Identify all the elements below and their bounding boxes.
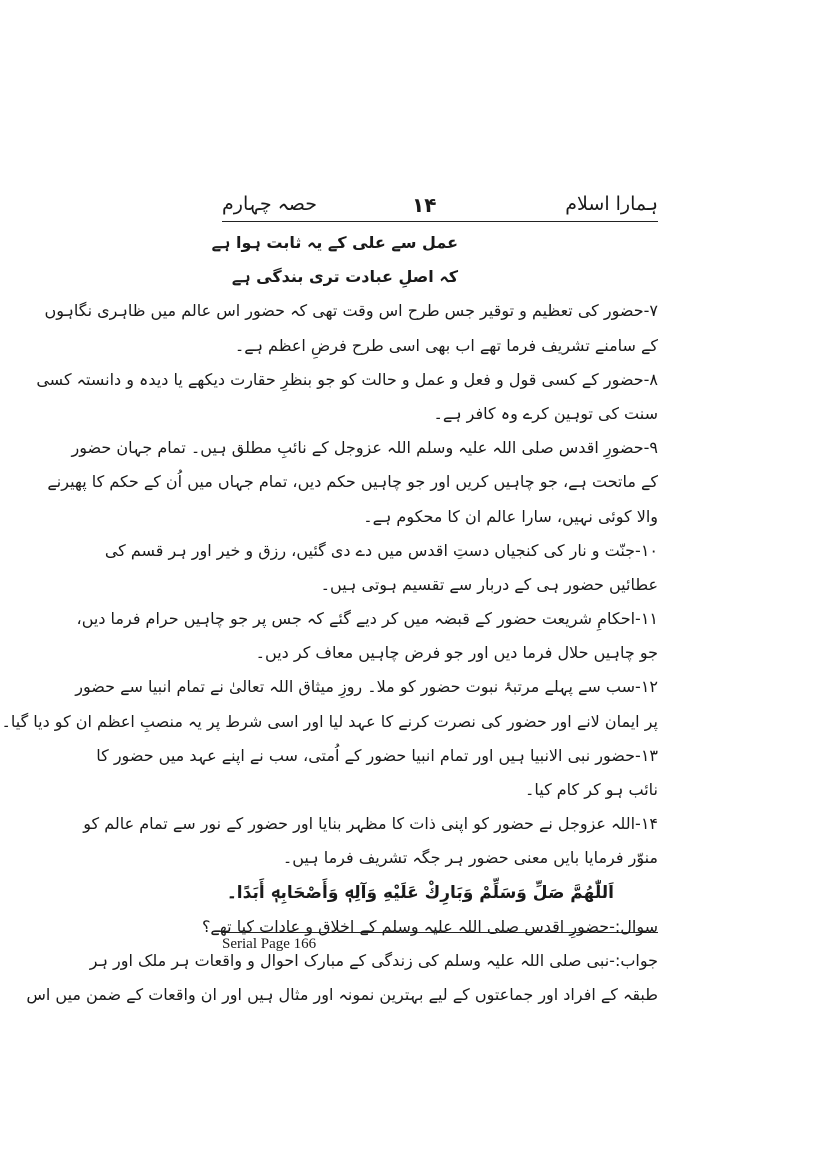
text-line: جو چاہیں حلال فرما دیں اور جو فرض چاہیں معاف کر دیں۔ [255,643,658,663]
text-line: ۱۰-جنّت و نار کی کنجیاں دستِ اقدس میں دے دی گئیں، رزق و خیر اور ہر قسم کی [104,540,658,560]
text-line: ۱۲-سب سے پہلے مرتبۂ نبوت حضور کو ملا۔ روزِ میثاق اللہ تعالیٰ نے تمام انبیا سے حضور [75,677,658,697]
serial-page-footer: Serial Page 166 [222,936,317,952]
text-line: کے ماتحت ہے، جو چاہیں کریں اور جو چاہیں حکم دیں، تمام جہاں میں اُن کے حکم کا پھیرنے [47,472,658,492]
text-line: سنت کی توہین کرے وہ کافر ہے۔ [433,403,658,423]
verse-line-2: کہ اصلِ عبادت تری بندگی ہے [231,267,458,287]
durood-line: اَللّٰهُمَّ صَلِّ وَسَلِّمْ وَبَارِكْ عَلَيْهِ وَآلِهٖ وَأَصْحَابِهٖ أَبَدًا۔ [226,882,614,903]
text-line: ۱۱-احکامِ شریعت حضور کے قبضہ میں کر دیے گئے کہ جس پر جو چاہیں حرام فرما دیں، [76,609,658,629]
header-part-title: حصہ چہارم [222,193,317,215]
text-line: پر ایمان لانے اور حضور کی نصرت کرنے کا عہد لیا اور اسی شرط پر یہ منصبِ اعظم ان کو دیا گیا۔ [1,711,658,731]
text-line: منوّر فرمایا بایں معنی حضور ہر جگہ تشریف فرما ہیں۔ [282,848,658,868]
text-line: طبقہ کے افراد اور جماعتوں کے لیے بہترین نمونہ اور مثال ہیں اور ان واقعات کے ضمن میں اس [26,985,658,1005]
question-line: سوال:-حضورِ اقدس صلی اللہ علیہ وسلم کے اخلاق و عادات کیا تھے؟ [201,916,658,936]
header-book-title: ہمارا اسلام [565,193,658,215]
text-line: نائب ہو کر کام کیا۔ [524,780,658,799]
header-rule [222,221,658,222]
text-line: کے سامنے تشریف فرما تھے اب بھی اسی طرح فرضِ اعظم ہے۔ [234,335,658,355]
text-line: والا کوئی نہیں، سارا عالم ان کا محکوم ہے۔ [363,506,658,526]
text-line: ۷-حضور کی تعظیم و توقیر جس طرح اس وقت تھی کہ حضور اس عالم میں ظاہری نگاہوں [44,301,658,321]
verse-line-1: عمل سے علی کے یہ ثابت ہوا ہے [211,233,458,252]
text-line: عطائیں حضور ہی کے دربار سے تقسیم ہوتی ہیں۔ [320,574,658,594]
page-header [222,193,658,219]
header-page-number: ۱۴ [412,193,437,217]
text-line: ۱۳-حضور نبی الانبیا ہیں اور تمام انبیا حضور کے اُمتی، سب نے اپنے عہد میں حضور کا [96,745,658,765]
text-line: ۱۴-اللہ عزوجل نے حضور کو اپنی ذات کا مظہر بنایا اور حضور کے نور سے تمام عالم کو [83,814,658,834]
answer-line: جواب:-نبی صلی اللہ علیہ وسلم کی زندگی کے مبارک احوال و واقعات ہر ملک اور ہر [89,950,658,970]
text-line: ۹-حضورِ اقدس صلی اللہ علیہ وسلم اللہ عزوجل کے نائبِ مطلق ہیں۔ تمام جہان حضور [71,438,658,458]
text-line: ۸-حضور کے کسی قول و فعل و عمل و حالت کو جو بنظرِ حقارت دیکھے یا دیدہ و دانستہ کسی [36,369,658,389]
page-body [1,226,658,1012]
footer-rule [222,932,658,933]
